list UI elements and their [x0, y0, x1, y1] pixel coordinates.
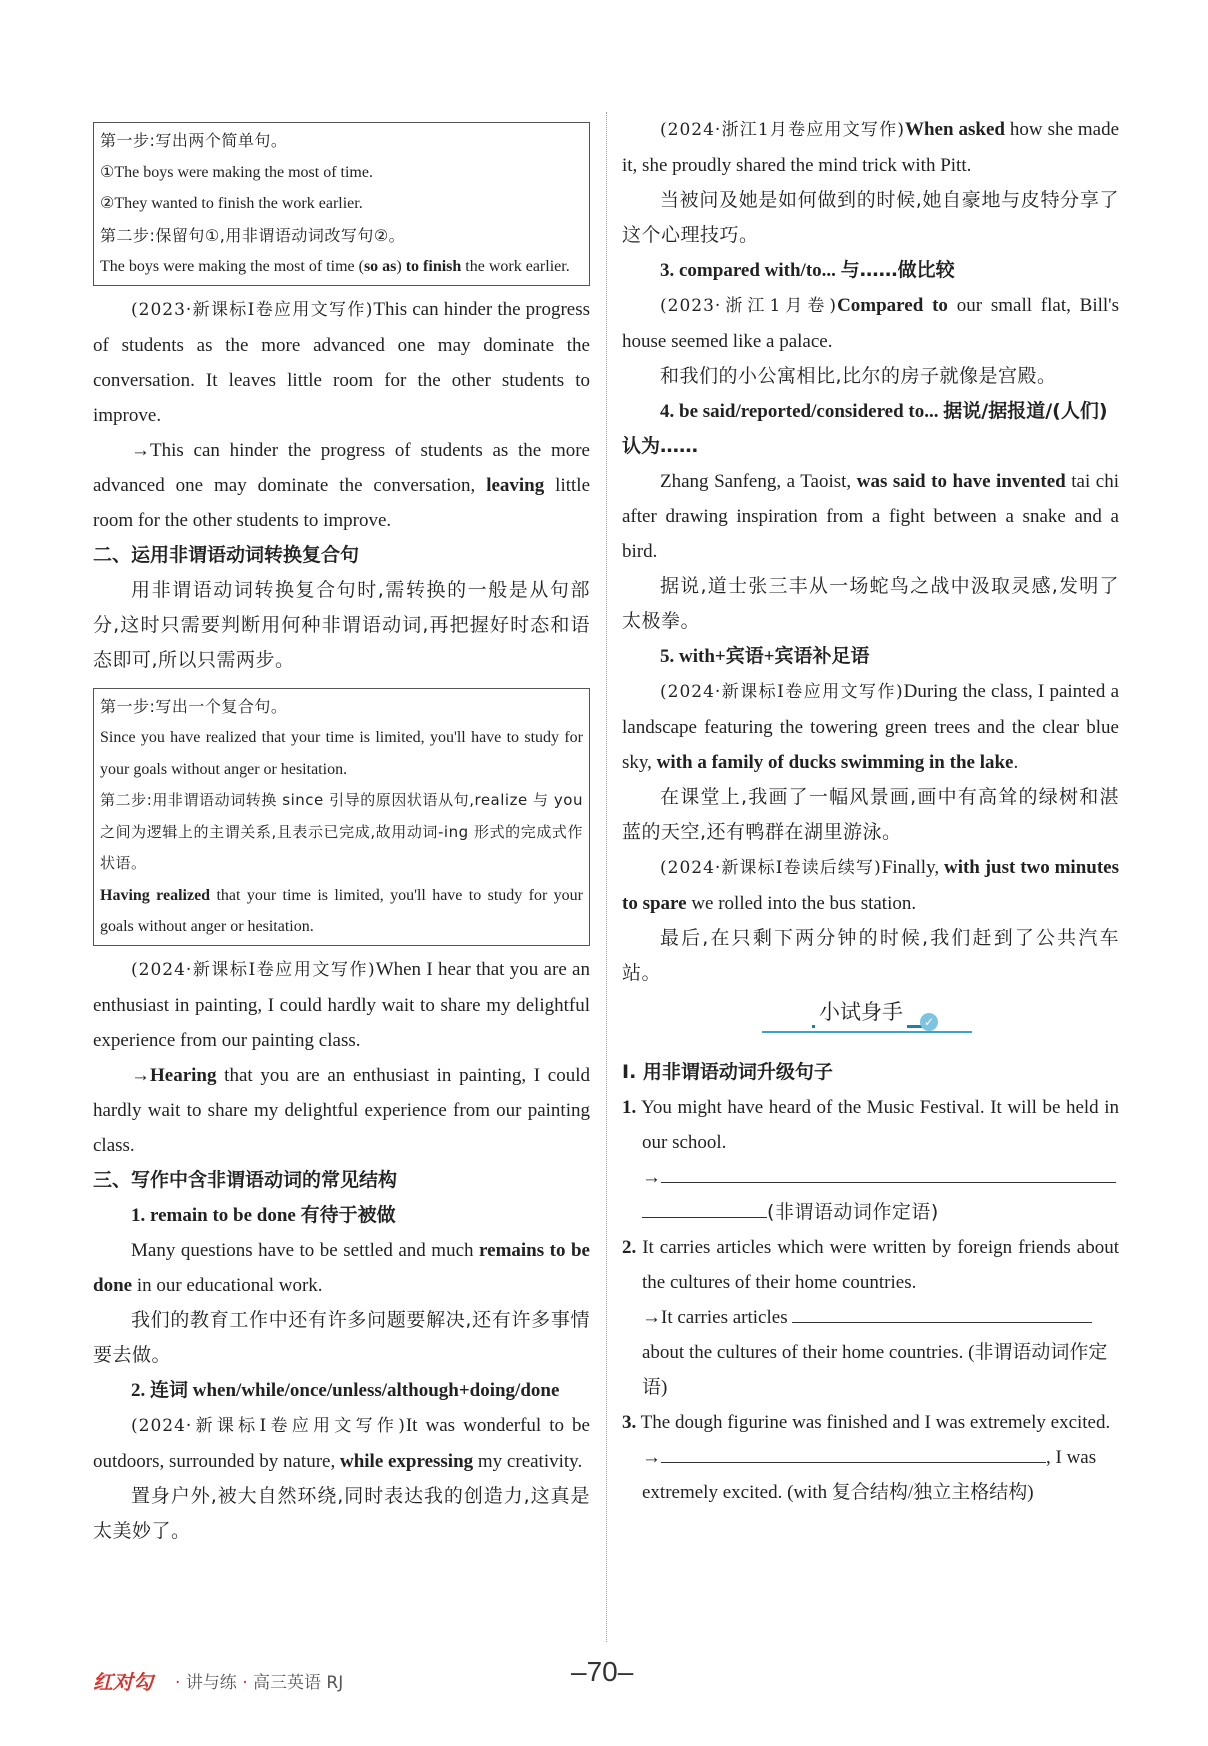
structure-1-translation: 我们的教育工作中还有许多问题要解决,还有许多事情要去做。	[93, 1308, 590, 1366]
example-2-rewrite: →Hearing that you are an enthusiast in painting, I could hardly wait to share my delightful experience from our painting class.	[93, 1064, 590, 1156]
box1-line-5: The boys were making the most of time (so as) to finish the work earlier.	[100, 258, 570, 275]
structure-2-title: 2. 连词 when/while/once/unless/although+doing/done	[131, 1378, 560, 1401]
answer-blank[interactable]	[642, 1195, 767, 1218]
page-number: –70–	[571, 1656, 634, 1687]
structure-5-translation: 在课堂上,我画了一幅风景画,画中有高耸的绿树和湛蓝的天空,还有鸭群在湖里游泳。	[622, 786, 1119, 843]
box1-line-2: ①The boys were making the most of time.	[100, 163, 373, 181]
section-2-title: 二、运用非谓语动词转换复合句	[93, 543, 360, 566]
structure-5-example-b: (2024·新课标Ⅰ卷读后续写)Finally, with just two minutes to spare we rolled into the bus station.	[622, 857, 1119, 914]
check-icon: ✓	[920, 1013, 938, 1031]
page-footer	[93, 1656, 1123, 1704]
column-divider	[606, 112, 607, 1642]
structure-4-example: Zhang Sanfeng, a Taoist, was said to have invented tai chi after drawing inspiration from a fight between a snake and a bird.	[622, 471, 1120, 562]
box1-line-3: ②They wanted to finish the work earlier.	[100, 195, 363, 212]
practice-title: 小试身手	[815, 995, 907, 1030]
left-column	[93, 112, 590, 1549]
section-3-title: 三、写作中含非谓语动词的常见结构	[93, 1168, 398, 1191]
question-2: 2. It carries articles which were written by foreign friends about the cultures of their home countries.	[622, 1237, 1120, 1293]
part-1-title: Ⅰ. 用非谓语动词升级句子	[622, 1061, 833, 1083]
example-1: (2023·新课标Ⅰ卷应用文写作)This can hinder the progress of students as the more advanced one may dominate the conversation. It leaves little room for the other students to improve.	[93, 298, 590, 426]
right-column	[622, 112, 1119, 1510]
question-3-answer-line: → , I was	[622, 1440, 1119, 1475]
structure-4-translation: 据说,道士张三丰从一场蛇鸟之战中汲取灵感,发明了太极拳。	[622, 575, 1119, 632]
series-title: · 讲与练 · 高三英语 RJ	[175, 1673, 344, 1693]
box1-line-1: 第一步:写出两个简单句。	[100, 131, 288, 150]
question-2-answer-line-2: about the cultures of their home countries. (非谓语动词作定语)	[642, 1342, 1108, 1398]
question-1: 1. You might have heard of the Music Festival. It will be held in our school.	[622, 1097, 1119, 1153]
structure-3-title: 3. compared with/to... 与……做比较	[660, 259, 955, 281]
question-1-answer-line: →	[622, 1160, 1119, 1195]
structure-2-example-b: (2024·浙江1月卷应用文写作)When asked how she made it, she proudly shared the mind trick with Pitt.	[622, 119, 1119, 176]
answer-blank[interactable]	[792, 1300, 1092, 1323]
box2-line-2: Since you have realized that your time is limited, you'll have to study for your goals without anger or hesitation.	[100, 729, 583, 778]
box2-line-1: 第一步:写出一个复合句。	[100, 696, 288, 716]
brand-logo: 红对勾	[93, 1670, 153, 1694]
structure-2-example: (2024·新课标Ⅰ卷应用文写作)It was wonderful to be outdoors, surrounded by nature, while expressing my creativity.	[93, 1414, 590, 1472]
question-2-answer-line: →It carries articles	[622, 1300, 1119, 1335]
box2-line-3: 第二步:用非谓语动词转换 since 引导的原因状语从句,realize 与 you 之间为逻辑上的主谓关系,且表示已完成,故用动词-ing 形式的完成式作状语。	[100, 791, 583, 872]
question-3-answer-line-2: extremely excited. (with 复合结构/独立主格结构)	[642, 1482, 1034, 1503]
structure-1-title: 1. remain to be done 有待于被做	[131, 1203, 396, 1226]
question-3: 3. The dough figurine was finished and I was extremely excited.	[622, 1412, 1111, 1433]
structure-5-title: 5. with+宾语+宾语补足语	[660, 646, 870, 667]
example-2: (2024·新课标Ⅰ卷应用文写作)When I hear that you are an enthusiast in painting, I could hardly wait to share my delightful experience from our painting class.	[93, 958, 590, 1051]
practice-underline	[762, 1031, 972, 1033]
question-1-answer-line-2: (非谓语动词作定语)	[622, 1195, 1119, 1230]
box2-line-4: Having realized that your time is limited, you'll have to study for your goals without anger or hesitation.	[100, 886, 583, 935]
structure-2-translation: 置身户外,被大自然环绕,同时表达我的创造力,这真是太美妙了。	[93, 1484, 590, 1542]
structure-2-translation-b: 当被问及她是如何做到的时候,她自豪地与皮特分享了这个心理技巧。	[622, 189, 1119, 246]
box1-line-4: 第二步:保留句①,用非谓语动词改写句②。	[100, 225, 406, 245]
example-1-rewrite: →This can hinder the progress of students as the more advanced one may dominate the conversation, leaving little room for the other students to improve.	[93, 439, 591, 531]
section-2-text: 用非谓语动词转换复合句时,需转换的一般是从句部分,这时只需要判断用何种非谓语动词,再把握好时态和语态即可,所以只需两步。	[93, 578, 590, 671]
practice-header	[622, 995, 1119, 1055]
structure-4-title: 4. be said/reported/considered to... 据说/据报道/(人们)认为……	[622, 400, 1108, 457]
structure-5-example: (2024·新课标Ⅰ卷应用文写作)During the class, I painted a landscape featuring the towering green trees and the clear blue sky, with a family of ducks swimming in the lake.	[622, 681, 1119, 773]
structure-5-translation-b: 最后,在只剩下两分钟的时候,我们赶到了公共汽车站。	[622, 927, 1119, 984]
structure-3-example: (2023·浙江1月卷)Compared to our small flat, Bill's house seemed like a palace.	[622, 295, 1119, 352]
structure-1-example: Many questions have to be settled and much remains to be done in our educational work.	[93, 1239, 590, 1296]
structure-3-translation: 和我们的小公寓相比,比尔的房子就像是宫殿。	[660, 365, 1057, 387]
answer-blank[interactable]	[661, 1160, 1116, 1183]
step-box-2	[93, 688, 590, 946]
answer-blank[interactable]	[661, 1440, 1046, 1463]
step-box-1	[93, 122, 590, 286]
